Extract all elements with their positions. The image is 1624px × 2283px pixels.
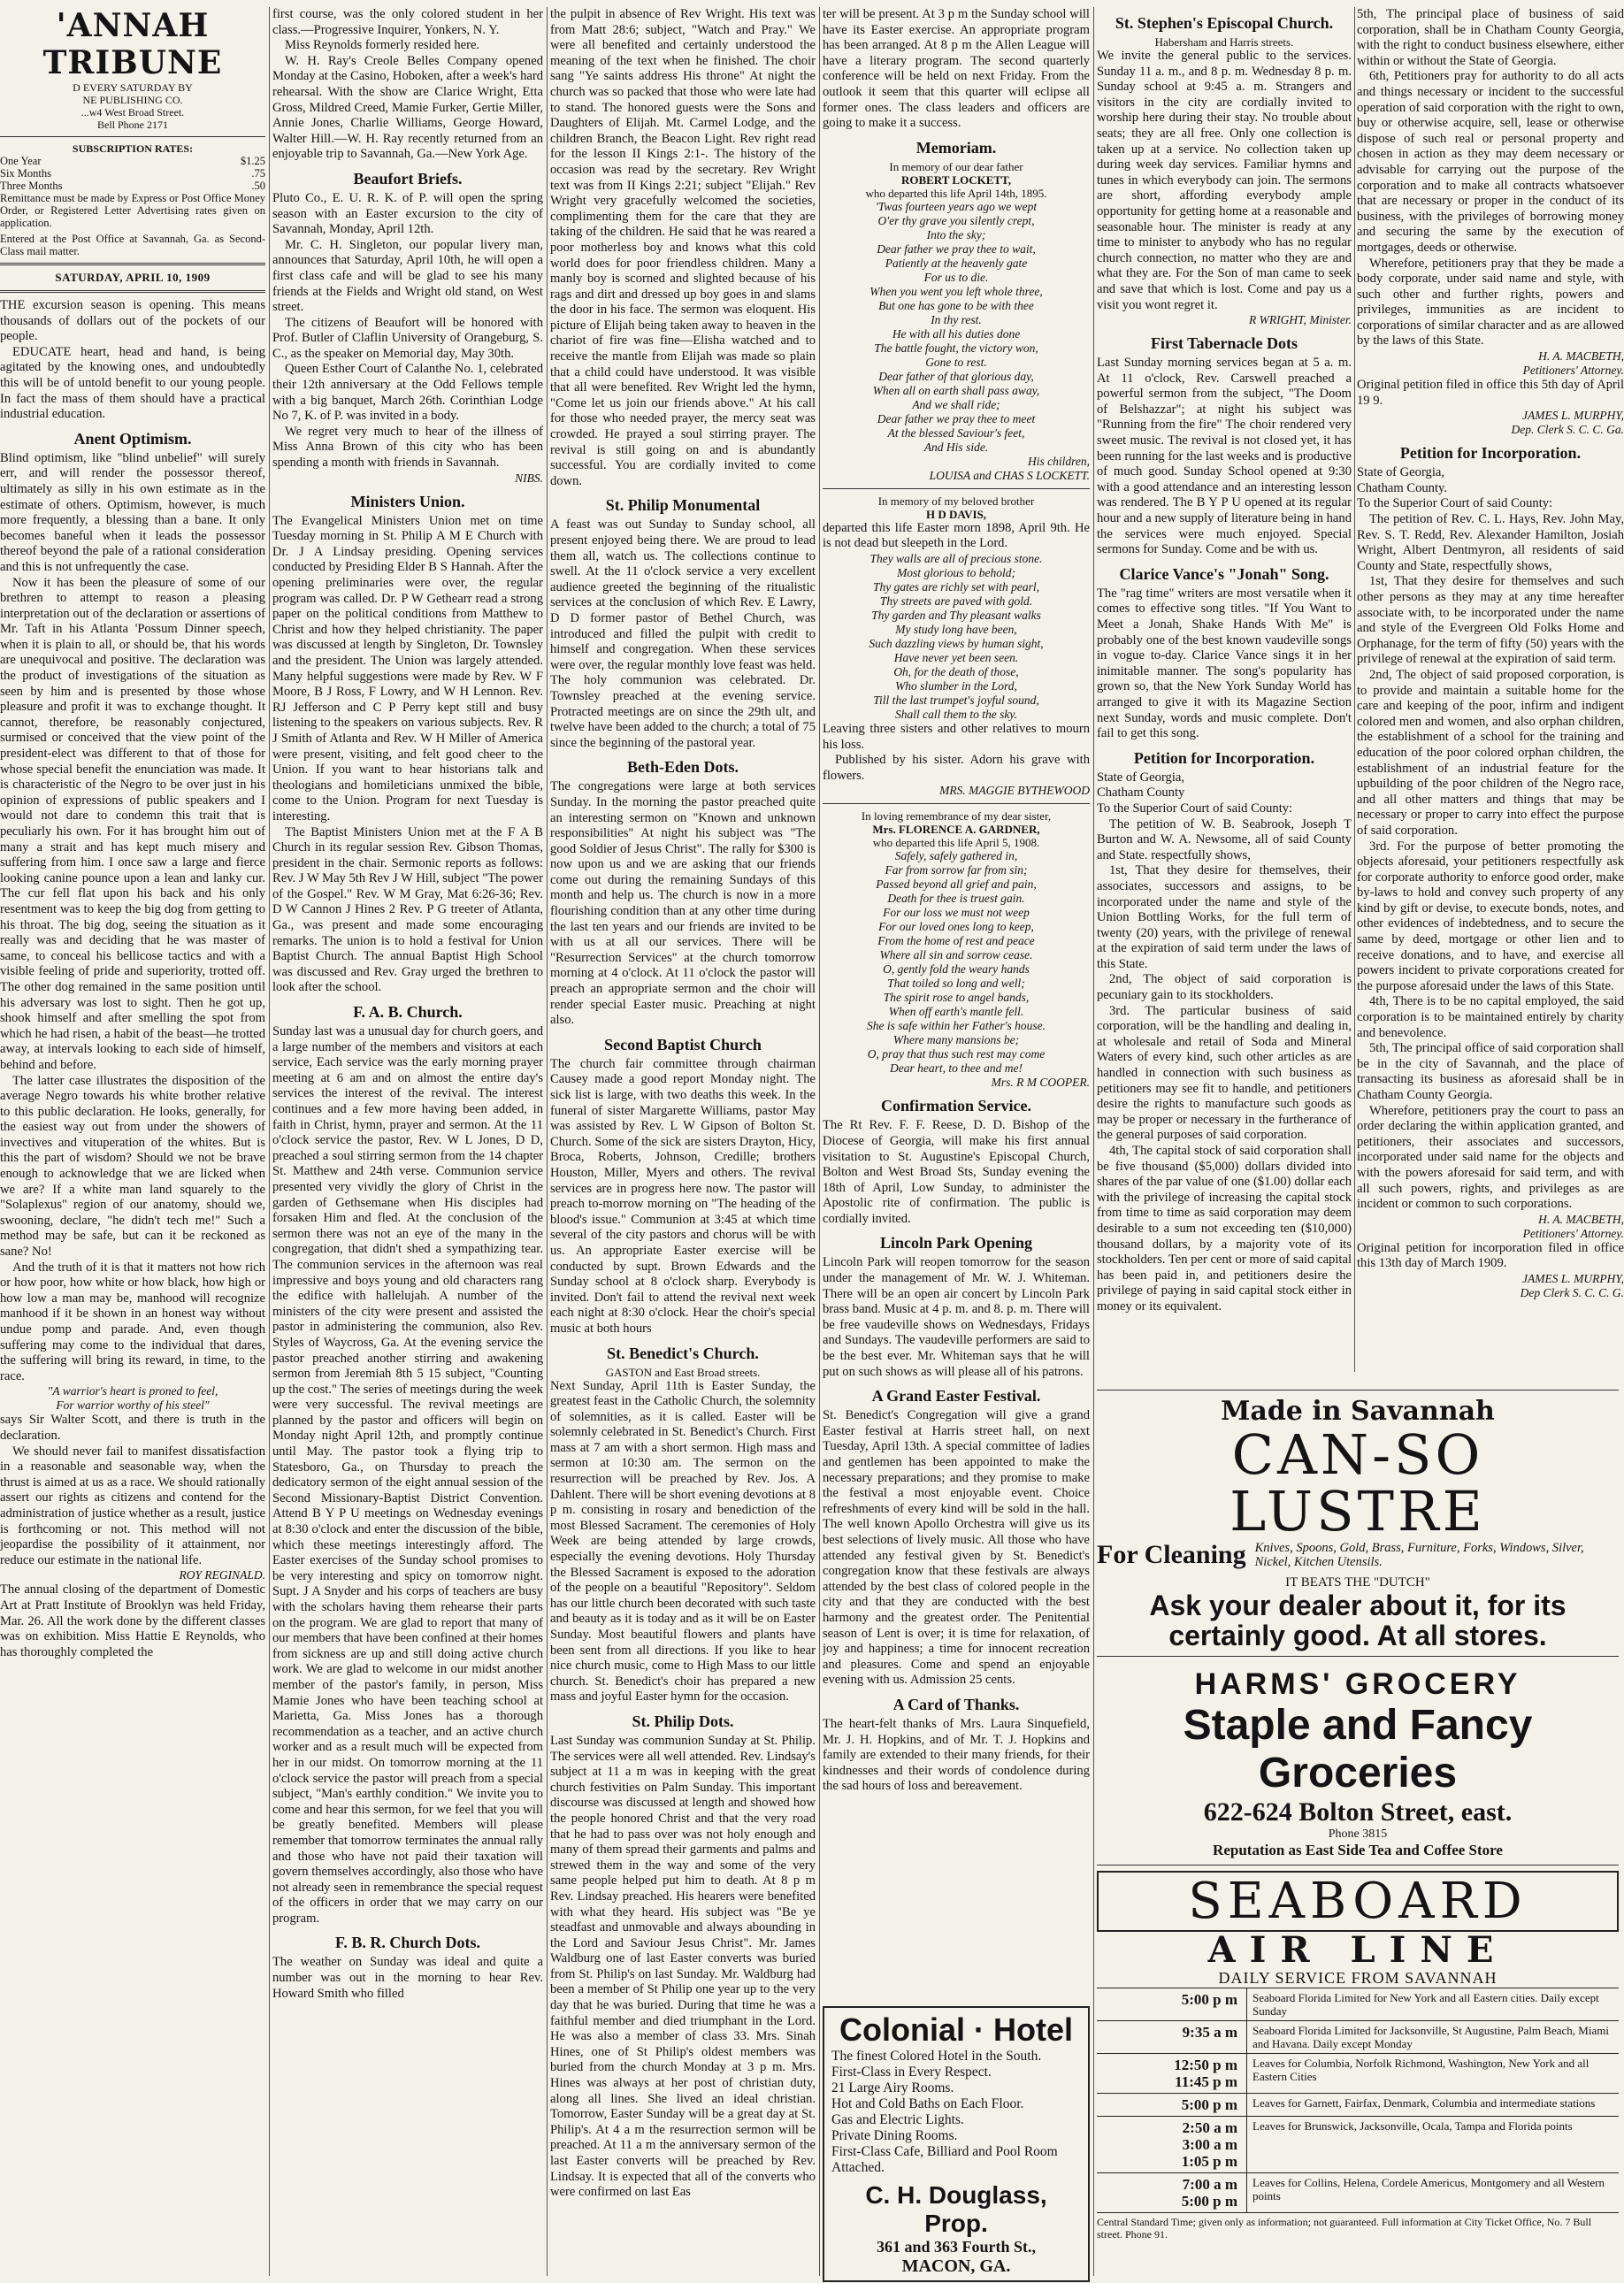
divider (1097, 1656, 1619, 1657)
ad-city: MACON, GA. (901, 2256, 1011, 2276)
divider (823, 803, 1090, 804)
ad-proprietor: C. H. Douglass, Prop. (865, 2181, 1047, 2237)
paragraph: THE excursion season is opening. This means thousands of dollars out of the pockets of our people. (0, 298, 265, 344)
ad-phone: Phone 3815 (1328, 1827, 1388, 1841)
paragraph: Published by his sister. Adorn his grave with flowers. (823, 753, 1090, 783)
paragraph: The petition of W. B. Seabrook, Joseph T Burton and W. A. Newsome, all of said County and State. respectfully shows, (1097, 816, 1352, 862)
masthead-line: NE PUBLISHING CO. (82, 94, 183, 106)
paragraph: Now it has been the pleasure of some of our brethren to attempt to reason a pleasing interpretation out of the declaration or assertions of Mr. Taft in his Atlanta 'Possum Dinner speech, when it is plain to all, or should be, that his words are unequivocal and positive. The declaration was the product of investigations of the situation as seen by him and is presented by those whose pleasure and profit it was to exchange thought. It cannot, therefore, be reasonably conjectured, surmised or conceived that the view point of the president-elect was different to that of those for whose special benefit the enunciation was made. It is characteristic of the Negro to be over just in his opinion of expressions of public speakers and I would not dare to condemn this trait that is peculiarly his own. For it has brought him out of many a strait and has kept much misery and suffering from him. I once saw a large and fierce looking canine pounce upon a lean and lanky cur. The cur fell flat upon his back and his only resentment was to keep the big dog from getting to his throat. The big dog, seeing the situation as it really was and deciding that he was master of same, to conceal his bellicose tactics and with a visible feeling of pride and superiority, trotted off. The other dog remained in the same position until his adversary was lost to sight. Then he got up, shook himself and after smelling the spot from which he had risen, a habit of the beast—he trotted away, at intervals looking to each side of himself, behind and before. (0, 575, 265, 1072)
article-subheading: GASTON and East Broad streets. (605, 1365, 761, 1379)
paragraph: And the truth of it is that it matters not how rich or how poor, how white or how black, how high or how low a man may be, manhood will recognize manhood if it be shown in an honest way without undue pomp and parade. And, even though suffering may come to the individual that dares, the suffering will bring its reward, in time, to the race. (0, 1260, 265, 1383)
schedule-time: 7:00 a m 5:00 p m (1097, 2173, 1247, 2213)
schedule-time: 5:00 p m (1097, 2094, 1247, 2117)
masthead-title: 'ANNAH TRIBUNE (42, 7, 223, 81)
rate-row (0, 155, 265, 167)
article-heading: St. Benedict's Church. (607, 1344, 759, 1362)
issue-date: SATURDAY, APRIL 10, 1909 (55, 271, 211, 284)
paragraph: 3rd. The particular business of said corporation, will be the handling and dealing in, at wholesale and retail of Soda and Mineral Waters of every kind, such other articles as are handled in connection with such business as petitioners may see fit to handle, and petitioners desire the rights to manufacture such goods as may be proper or necessary in the furtherance of the general purposes of said corporation. (1097, 1003, 1352, 1143)
paragraph: St. Benedict's Congregation will give a grand Easter festival at Harris street hall, on next Tuesday, April 13th. A special committee of ladies and gentlemen has been appointed to make the necessary preparations; and they promise to make the festival a most enjoyable event. Choice refreshments of every kind will be sold in the hall. The well known Apollo Orchestra will give us its best selections of lively music. All those who have attended any festival given by St. Benedict's congregation know that these festivals are always attended by the best class of colored people in the city and that they are conducted with the best harmony and the greatest order. The Penitential season of Lent is over; it is time for relaxation, of joy and happiness; a time for innocent recreation and pleasures. Come and spend an enjoyable evening with us. Admission 25 cents. (823, 1408, 1090, 1688)
schedule-desc: Leaves for Collins, Helena, Cordele Americus, Montgomery and all Western points (1247, 2173, 1619, 2213)
schedule-footnote: Central Standard Time; given only as information; not guaranteed. Full information at City Ticket Office, No. 7 Bull street. Phone 91. (1097, 2216, 1592, 2241)
paragraph: 3rd. For the purpose of better promoting the objects aforesaid, your petitioners respectfully ask for corporate authority to enforce good order, make by-laws to hold and convey such property of any kind by gift or devise, to execute bonds, notes, and other evidences of indebtedness, and to secure the same by deed, mortgage or other lien and to receive donations, and to have, and exercise all powers incident to private corporations created for the purpose aforesaid under the laws of this State. (1357, 839, 1624, 993)
paragraph: says Sir Walter Scott, and there is truth in the declaration. (0, 1413, 265, 1443)
byline: H. A. MACBETH, Petitioners' Attorney. (1522, 349, 1624, 378)
masthead-phone: Bell Phone 2171 (97, 119, 168, 131)
byline: H. A. MACBETH, Petitioners' Attorney. (1522, 1212, 1624, 1240)
ad-slogan: IT BEATS THE "DUTCH" (1285, 1575, 1430, 1590)
paragraph: first course, was the only colored student in her class.—Progressive Inquirer, Yonkers, N. Y. (272, 7, 543, 37)
ad-address: 361 and 363 Fourth St., (876, 2238, 1037, 2256)
ad-address: 622-624 Bolton Street, east. (1203, 1797, 1513, 1827)
ad-brand-sub: AIR LINE (1207, 1929, 1508, 1971)
paragraph: We invite the general public to the services. Sunday 11 a. m., and 8 p. m. Wednesday 8 p. m. Sunday school at 9:45 a. m. Strangers and visitors in the city are cordially invited to worship here during their stay. No trouble about seats; they are all free. Only one collection is taken up at a service. No collection taken up during week day services. Familiar hymns and tunes in which everybody can join. The sermons are short, affording everybody ample opportunity for getting home at a reasonable and seasonable hour. The minister is ready at any time to minister to anybody who has no regular church connection, no matter who they are and what they are. For the Son of man came to seek and save that which is lost. Come and pay us a visit you wont regret it. (1097, 49, 1352, 312)
schedule-time: 12:50 p m 11:45 p m (1097, 2054, 1247, 2094)
quote-line: For warrior worthy of his steel" (56, 1398, 210, 1413)
paragraph: The weather on Sunday was ideal and quite a number was out in the morning to hear Rev. Howard Smith who filled (272, 1955, 543, 2001)
ad-call-to-action: Ask your dealer about it, for its certainly good. At all stores. (1149, 1590, 1567, 1651)
column-6 (1357, 7, 1624, 1372)
divider (0, 263, 265, 265)
rates-table (0, 155, 265, 192)
article-heading: Second Baptist Church (604, 1035, 762, 1053)
paragraph: Wherefore, petitioners pray the court to pass an order declaring the within application granted, and petitioners, their associates and successors, incorporated under said name for the objects and with the powers aforesaid for said term, and with all such powers, rights, and privileges as are incident or common to such corporations. (1357, 1103, 1624, 1212)
article-heading: Ministers Union. (350, 492, 465, 510)
ad-brand: Colonial · Hotel (839, 2011, 1073, 2048)
article-heading: Confirmation Service. (881, 1097, 1031, 1115)
memoriam-dates: who departed this life April 5, 1908. (872, 836, 1040, 850)
paragraph: The Baptist Ministers Union met at the F A B Church in its regular session Rev. Gibson Thomas, president in the chair. Sermonic reports as follows: Rev. J W May 5th Rev J W Hill, subject "The power of the Gospel." Rev. W M Gray, Mat 6:26-36; Rev. D W Cannon J Hines 2 Rev. P G treeter of Atlanta, Ga., was present and made some encouraging remarks. The union is to hold a festival for Union Baptist Church. The annual Baptist High School was discussed and Rev. Gray urged the brethren to look after the school. (272, 824, 543, 995)
byline: ROY REGINALD. (179, 1568, 265, 1582)
train-schedule (1097, 1988, 1619, 2213)
memoriam-poem: They walls are all of precious stone. Most glorious to behold; Thy gates are richly set with pearl, Thy streets are paved with gold. Thy garden and Thy pleasant walks My study long have been, Such dazzling views by human sight, Have never yet been seen. Oh, for the death of those, Who slumber in the Lord, Till the last trumpet's joyful sound, Shall call them to the sky. (869, 551, 1044, 721)
harms-grocery-ad (1097, 1667, 1619, 1871)
memoriam-intro: In memory of our dear father (889, 159, 1023, 173)
paragraph: EDUCATE heart, head and hand, is being agitated by the knowing ones, and undoubtedly this will be of untold benefit to our young people. In fact the mass of them should have a practical industrial education. (0, 344, 265, 422)
memoriam-dates: who departed this life April 14th, 1895. (865, 186, 1047, 200)
article-subheading: Habersham and Harris streets. (1154, 35, 1294, 49)
paragraph: The heart-felt thanks of Mrs. Laura Sinquefield, Mr. J. H. Hopkins, and of Mr. T. J. Hopkins and family are extended to their many friends, for their kindnesses and their words of condolence during the sad hours of loss and bereavement. (823, 1716, 1090, 1794)
paragraph: The "rag time" writers are most versatile when it comes to effective song titles. "If You Want to Meet a Jonah, Shake Hands With Me" is probably one of the best known vaudeville songs in vogue to-day. Clarice Vance sings it in her inimitable manner. The song's popularity has grown so, that the New York Sunday World has arranged to give it with its Magazine Section next Sunday, words and music complete. Don't fail to get this song. (1097, 586, 1352, 741)
divider (0, 290, 265, 293)
rate-label: Three Months (0, 180, 63, 192)
paragraph: The Rt Rev. F. F. Reese, D. D. Bishop of the Diocese of Georgia, will make his first annual visitation to St. Augustine's Episcopal Church, Bolton and West Broad Sts, Sunday evening the 18th of April, Low Sunday, to administer the Apostolic rite of confirmation. The public is cordially invited. (823, 1118, 1090, 1226)
byline: His children, LOUISA and CHAS S LOCKETT. (929, 454, 1090, 482)
paragraph: 1st, That they desire for themselves and such other persons as they may at any time hereafter associate with, to be incorporated under the name and style of the Evergreen Old Folks Home and Orphanage, for the term of fifty (50) years with the privilege of renewal at the expiration of said term. (1357, 574, 1624, 667)
article-heading: Anent Optimism. (73, 429, 192, 448)
schedule-time: 5:00 p m (1097, 1988, 1247, 2021)
paragraph: We regret very much to hear of the illness of Miss Anna Brown of this city who has been spending a month with friends in Savannah. (272, 424, 543, 471)
article-heading: St. Philip Monumental (605, 496, 761, 515)
column-4 (823, 7, 1090, 2000)
rate-value: .50 (251, 180, 265, 192)
ad-line: The finest Colored Hotel in the South. (831, 2049, 1042, 2064)
schedule-desc: Seaboard Florida Limited for Jacksonville, St Augustine, Palm Beach, Miami and Havana. Daily except Monday (1247, 2021, 1619, 2054)
paragraph: To the Superior Court of said County: (1097, 801, 1293, 816)
paragraph: Queen Esther Court of Calanthe No. 1, celebrated their 12th anniversary at the Odd Fellows temple with a big banquet, March 26th. Corinthian Lodge No 7, K. of P. was invited in a body. (272, 362, 543, 424)
paragraph: We should never fail to manifest dissatisfaction in a reasonable and seasonable way, when the thrust is aimed at us as a race. We should rationally assert our rights as citizens and contend for the administration of justice whether as a result, justice is forthcoming or not. This method will not jeopardise the possibility of it attainment, nor reduce our estimate in the national life. (0, 1444, 265, 1567)
ad-brand: HARMS' GROCERY (1194, 1667, 1521, 1701)
paragraph: departed this life Easter morn 1898, April 9th. He is not dead but sleepeth in the Lord. (823, 520, 1090, 551)
canso-lustre-ad (1097, 1384, 1619, 1662)
paragraph: Original petition for incorporation filed in office this 13th day of March 1909. (1357, 1240, 1624, 1271)
schedule-desc: Leaves for Garnett, Fairfax, Denmark, Columbia and intermediate stations (1247, 2094, 1619, 2117)
article-heading: F. B. R. Church Dots. (334, 1934, 481, 1952)
schedule-desc: Leaves for Brunswick, Jacksonville, Ocala, Tampa and Florida points (1247, 2117, 1619, 2173)
paragraph: The petition of Rev. C. L. Hays, Rev. John May, Rev. S. T. Redd, Rev. Alexander Hamilton, Josiah Wright, Albert Dentmyron, all residents of said County and State, respectfully shows, (1357, 512, 1624, 573)
ad-line: First-Class in Every Respect. (831, 2065, 992, 2080)
paragraph: Sunday last was a unusual day for church goers, and a large number of the members and visitors at each service, Each service was the early morning prayer meeting at 6 am and on almost the entire day's services the interest of the revival. The interest continues and a few more having been added, in faith in Christ, hymn, prayer and sermon. At the 11 o'clock service the pastor, Rev. W L Jones, D D, preached a soul stirring sermon from the 14 chapter St. Matthew and 24th verse. Communion service presented very vividly the glory of Christ in the garden of Gethsemane when His disciples had forsaken Him and fled. At the conclusion of the sermon there was not an eye of the many in the congregation, that didn't shed a sympathizing tear. The communion services in the afternoon was real impressive and boys young and old characters rang the edifice with hallelujah. A number of the ministers of the city were present and assisted the pastor in administering the communion, also Rev. Styles of Waycross, Ga. At the evening service the pastor preached another stirring and awakening sermon from Jeremiah 8th 5 15 subject, "Counting up the cost." The series of meetings during the week were very successful. The revival meetings are planned by the pastor and officers will begin on Monday night April 12th, and promptly continue until May. The pastor took a flying trip to Statesboro, Ga., on Thursday to preach the dedicatory sermon of the eight annual session of the Second Missionary-Baptist District Convention. Attend B Y P U meetings on Wednesday evenings at 8:30 o'clock and enter the discussion of the bible, which these meetings interestingly afford. The Easter exercises of the Sunday school promises to be very interesting and spicy on tomorrow night. Supt. J A Snyder and his corps of teachers are busy with the scholars having them rehearse their parts on the program. We are glad to report that many of our members that have been confined at their homes from sickness are up and still doing active church work. We are glad to welcome in our midst another member of the pastor's family, in person, Miss Mamie Jones who have been teaching school at Marietta, Ga. Miss Jones has a thorough recommendation as a teacher, and an active church worker and as a result much will be expected from her in our midst. On tomorrow morning at the 11 o'clock service the pastor will preach from a special subject, "Man's earthly condition." We invite you to come and hear this sermon, for we feel that you will be greatly benefited. Members will please remember that tomorrow terminates the annual rally and those who have not paid their taxation will govern themselves accordingly, also those who have not already seen in remembrance the special request of the officers in order that we may carry on our program. (272, 1024, 543, 1926)
divider (823, 488, 1090, 489)
article-heading: First Tabernacle Dots (1151, 334, 1298, 353)
paragraph: The congregations were large at both services Sunday. In the morning the pastor preached quite an interesting sermon on "Known and unknown responsibilities" At night his subject was "The good Soldier of Jesus Christ". The rally for $300 is now upon us and we are asking that our friends come out during the remaining Sundays of this month and help us. The church is now in a more flourishing condition than at any other time during the last ten years and our friends are invited to be with us at all our services. There will be "Resurrection Services" at the church tomorrow morning at 4 o'clock. At 11 o'clock the pastor will preach an appropriate sermon and the choir will render special Easter music. Preaching at night also. (550, 779, 816, 1028)
memoriam-intro: In loving remembrance of my dear sister, (861, 809, 1052, 824)
paragraph: The annual closing of the department of Domestic Art at Pratt Institute of Brooklyn was held Friday, Mar. 26. All the work done by the different classes was on exhibition. Miss Hattie E Reynolds, who has thoroughly completed the (0, 1582, 265, 1659)
paragraph: Last Sunday morning services began at 5 a. m. At 11 o'clock, Rev. Carswell preached a powerful sermon from the subject, "The Doom of Belshazzar"; at night his subject was "Running from the fire" The choir rendered very sweet music. The revival is not closed yet, it has been running for the last weeks and is productive of much good. Sunday School opened at 9:30 with a good attendance and an interesting lesson was rendered. The B Y P U opened at its regular hour and a new supply of literature being in hand the services were much enjoyed. Special sermons for Sunday. Come and be with us. (1097, 356, 1352, 557)
ad-for-label: For Cleaning (1097, 1540, 1246, 1569)
ad-brand: SEABOARD (1097, 1871, 1619, 1932)
schedule-desc: Seaboard Florida Limited for New York and all Eastern cities. Daily except Sunday (1247, 1988, 1619, 2021)
ad-line: First-Class Cafe, Billiard and Pool Room Attached. (831, 2144, 1058, 2175)
paragraph: The citizens of Beaufort will be honored with Prof. Butler of Claflin University of Orangeburg, S. C., as the speaker on Memorial day, May 30th. (272, 315, 543, 361)
paragraph: The Evangelical Ministers Union met on time Tuesday morning in St. Philip A M E Church with Dr. J A Lindsay presiding. Opening services conducted by Presiding Elder B S Hannah. After the opening preliminaries were over, the regular program was called. Dr. P W Gethearr read a strong paper on the political conditions from Matthew to Christ and how they helped christianity. The paper was discussed at length by Singleton, Dr. Townsley and the president. The Union was largely attended. Many helpful suggestions were made by Rev. W F Moore, B J Ross, F Lowry, and W H Lennon. Rev. RJ Jefferson and C P Perry kept still and busy listening to the speakers on various subjects. Rev. R J Smith of Atlanta and Rev. W H Miller of America were present, visiting, and felt good cheer to the Union. If you want to hear historians talk and theologians and homileticians unmixed the bible, come to the Union. Program for next Tuesday is interesting. (272, 513, 543, 824)
rate-row (0, 167, 265, 180)
ad-line: 21 Large Airy Rooms. (831, 2080, 954, 2095)
colonial-hotel-ad (823, 2006, 1090, 2282)
byline: NIBS. (515, 471, 543, 485)
column-2 (272, 7, 543, 2276)
article-heading: Petition for Incorporation. (1399, 444, 1582, 463)
rate-value: .75 (251, 167, 265, 180)
ad-items: Knives, Spoons, Gold, Brass, Furniture, Forks, Windows, Silver, Nickel, Kitchen Utensils. (1254, 1541, 1584, 1569)
masthead-line: D EVERY SATURDAY BY (73, 81, 193, 94)
petition-venue: State of Georgia, Chatham County. (1357, 465, 1448, 495)
ad-slogan: Reputation as East Side Tea and Coffee Store (1213, 1842, 1503, 1858)
paragraph: Last Sunday was communion Sunday at St. Philip. The services were all well attended. Rev. Lindsay's subject at 11 a m was in keeping with the great church festivities on Palm Sunday. This important discourse was discussed at length and showed how the people honored Christ and that the very road that he had to pass over was not holy enough and many of them spread their garments and palms and strewed them in the way and some of the very same people helped put him to death. At 8 p m Rev. Lindsay preached. His hearers were benefited with what they heard. His subject was "Be ye steadfast and unmovable and always abounding in the Lord and Saviour Jesus Christ". Mr. James Waldburg one of last Easter converts was buried from St. Philip's on last Sunday. Mr. Waldburg had been a member of St Philip one year up to the very day that he was buried. During that time he was a faithful member and died triumphant in the Lord. He was also a member of class 33. Mrs. Sinah Hines, one of St Philip's oldest members was buried from the church Monday at 3 p m. Mrs. Hines was always at her post of christian duty, along all lines. She lived an ideal christian. Tomorrow, Easter Sunday will be a great day at St. Philip's. At 4 a m the resurrection sermon will be preached. At 11 a m the anniversary sermon of the last Easter converts will be preached by Rev. Lindsay. It is expected that all of the converts who were confirmed on last Eas (550, 1733, 816, 2200)
paragraph: Pluto Co., E. U. R. K. of P. will open the spring season with an Easter excursion to the city of Savannah, Monday, April 12th. (272, 190, 543, 237)
column-rule (819, 7, 820, 2276)
paragraph: 2nd, The object of said proposed corporation, is to provide and maintain a suitable home for the care and keeping of the poor, infirm and indigent colored men and women, and also orphan children, the establishment of a school for the training and education of the poor colored orphan children, the establishment of an industrial feature for the upbuilding of the poor children of the Negro race, and all other matters and things that may be necessary or proper to carry into effect the purpose of said corporation. (1357, 667, 1624, 838)
paragraph: 1st, That they desire for themselves, their associates, successors and assigns, to be incorporated under the name and style of the Union Bottling Works, for the full term of twenty (20) years, with the privilege of renewal at the expiration of said term under the laws of this State. (1097, 863, 1352, 971)
memoriam-poem: Safely, safely gathered in, Far from sorrow far from sin; Passed beyond all grief and pain, Death for thee is truest gain. For our loss we must not weep For our loved ones long to keep, From the home of rest and peace Where all sin and sorrow cease. O, gently fold the weary hands That toiled so long and well; The spirit rose to angel bands, When off earth's mantle fell. She is safe within her Father's house. Where many mansions be; O, pray that thus such rest may come Dear heart, to thee and me! (867, 849, 1046, 1076)
memoriam-intro: In memory of my beloved brother (877, 494, 1035, 508)
paragraph: To the Superior Court of said County: (1357, 496, 1553, 511)
column-3 (550, 7, 816, 2276)
ad-headline: Staple and Fancy Groceries (1183, 1702, 1533, 1797)
column-rule (269, 7, 270, 2276)
ad-uses (1097, 1540, 1619, 1570)
rate-value: $1.25 (240, 155, 265, 167)
column-rule (547, 7, 548, 2276)
masthead-line: ...w4 West Broad Street. (80, 106, 185, 119)
memoriam-name: Mrs. FLORENCE A. GARDNER, (872, 823, 1040, 837)
paragraph: Lincoln Park will reopen tomorrow for the season under the management of Mr. W. J. Whiteman. There will be an open air concert by Lincoln Park brass band. Music at 4 p. m. and 8. p. m. There will be free vaudeville shows on Wednesdays, Fridays and Sundays. The vaudeville performers are said to be the best ever. Mr. Whiteman says that he will put on such shows as will please all of his patrons. (823, 1255, 1090, 1379)
paragraph: Next Sunday, April 11th is Easter Sunday, the greatest feast in the Catholic Church, the solemnity of solemnities, as it is called. Easter will be solemnly celebrated in St. Benedict's Church. First mass at 7 am with a short sermon. High mass and sermon at 10:30 am. The sermon on the resurrection will be preached by Rev. Jos. A Dahlent. There will be short evening devotions at 8 p m. consisting in rosary and benediction of the most Blessed Sacrament. The ceremonies of Holy Week are being attended by large crowds, especially the evening devotions. Holy Thursday the Blessed Sacrament is exposed to the adoration of the people on a beautiful "Repository". Seldom has our little church been decorated with such taste and beauty as it is today and as it will be on Easter Sunday. Most beautiful flowers and plants have been sent from all directions. If you like to hear nice church music, come to High Mass to our little church. St. Benedict's choir has prepared a new mass and joyful Easter hymn for the occasion. (550, 1378, 816, 1705)
paragraph: Wherefore, petitioners pray that they be made a body corporate, under said name and style, with such other and further rights, powers and privileges, immunities as are incident to corporations of similar character and as are allowed by the laws of this State. (1357, 256, 1624, 349)
ad-line: Gas and Electric Lights. (831, 2112, 964, 2127)
quote-line: "A warrior's heart is proned to feel, (47, 1384, 218, 1398)
byline: JAMES L. MURPHY, Dep. Clerk S. C. C. Ga. (1511, 409, 1624, 437)
paragraph: 2nd, The object of said corporation is pecuniary gain to its stockholders. (1097, 972, 1352, 1003)
column-rule (1354, 7, 1355, 1372)
article-heading: F. A. B. Church. (353, 1003, 463, 1022)
byline: Mrs. R M COOPER. (991, 1076, 1090, 1090)
rate-label: Six Months (0, 167, 52, 180)
rate-label: One Year (0, 155, 42, 167)
article-heading: Petition for Incorporation. (1133, 748, 1315, 767)
paragraph: Miss Reynolds formerly resided here. (285, 38, 480, 53)
schedule-desc: Leaves for Columbia, Norfolk Richmond, Washington, New York and all Eastern Cities (1247, 2054, 1619, 2094)
column-5 (1097, 7, 1352, 1372)
article-heading: A Card of Thanks. (892, 1695, 1020, 1713)
paragraph: Blind optimism, like "blind unbelief" will surely err, and will render the possessor thereof, ultimately as silly in his own estimate as in the estimate of others. Optimism, however, is much more frequently, a blessing than a bane. It only becomes baneful when it leads the possessor thereof beyond the pale of a rational consideration and this is not unfrequently the case. (0, 450, 265, 574)
rates-title: SUBSCRIPTION RATES: (72, 142, 194, 155)
paragraph: Leaving three sisters and other relatives to mourn his loss. (823, 721, 1090, 752)
schedule-time: 2:50 a m 3:00 a m 1:05 p m (1097, 2117, 1247, 2173)
paragraph: 4th, There is to be no capital employed, the said corporation is to be maintained entirely by charity and benevolence. (1357, 994, 1624, 1040)
column-rule (1093, 7, 1094, 2276)
ad-line: Private Dining Rooms. (831, 2128, 958, 2143)
memoriam-name: ROBERT LOCKETT, (900, 172, 1012, 187)
paragraph: Original petition filed in office this 5th day of April 19 9. (1357, 378, 1624, 408)
remittance-note: Remittance must be made by Express or Post Office Money Order, or Registered Letter Advertising rates given on application. (0, 192, 265, 229)
article-heading: St. Philip Dots. (632, 1712, 734, 1730)
petition-venue: State of Georgia, Chatham County (1097, 770, 1185, 801)
paragraph: 4th, The capital stock of said corporation shall be five thousand ($5,000) dollars divided into shares of the par value of one ($1.00) dollar each with the privilege of increasing the capital stock from time to time as said corporation may deem desirable to a sum not exceeding ten ($10,000) thousand dollars, by a majority vote of its stockholders. Ten per cent or more of said capital has been paid in, and petitioners desire the privilege of paying in said capital stock either in money or its equivalent. (1097, 1144, 1352, 1314)
paragraph: ter will be present. At 3 p m the Sunday school will have its Easter exercise. An appropriate program has been arranged. At 8 p m the Allen League will have a literary program. The second quarterly conference will be held on next Friday. From the outlook it seem that this quarter will eclipse all former ones. The class leaders and officers are going to make it a success. (823, 7, 1090, 131)
entered-note: Entered at the Post Office at Savannah, Ga. as Second-Class mail matter. (0, 233, 265, 257)
schedule-time: 9:35 a m (1097, 2021, 1247, 2054)
paragraph: the pulpit in absence of Rev Wright. His text was from Matt 28:6; subject, "Watch and Pray." We were all benefited and certainly understood the meaning of the text when he finished. The choir sang "Ye saints address His throne" At night the church was so packed that those who were late had to stand. The honored guests were the Sons and Daughters of Elijah. Mt. Carmel Lodge, and the children Branch, the Beacon Light. Rev right read for the lesson II Kings 2:1-. The history of the occasion was read by the secretary. Rev Wright text was from II Kings 2:21; subject "Elijah." Rev Wright very gracefully welcomed the societies, complimenting them for the care that they are taking of the children. He said that he was reared a poor motherless boy and knows what this cold world does for poor friendless children. Many a manly boy is scorned and slighted because of his rags and dirt and dressed up boy goes in and slams the door in his face. The sermon was eloquent. His picture of Elijah being taken away to heaven in the chariot of fire was fine—Elisha watched and to receive the mantle from Elijah was made so plain that a child could have understood. It was visible that all were benefited. Rev Wright led the hymn, "Come let us join our friends above." At his call for those who needed prayer, the mercy seat was crowded. He prayed a soul stirring prayer. The revival is still going on and is abundantly successful. You are cordially invited to come down. (550, 7, 816, 488)
ad-subtitle: DAILY SERVICE FROM SAVANNAH (1218, 1969, 1498, 1987)
ad-tagline: Made in Savannah (1221, 1396, 1495, 1427)
paragraph: Mr. C. H. Singleton, our popular livery man, announces that Saturday, April 10th, he will open a first class cafe and will be glad to see his many friends at the Fields and Wright old stand, on West street. (272, 237, 543, 315)
paragraph: The church fair committee through chairman Causey made a good report Monday night. The sick list is large, with two deaths this week. In the funeral of sister Margarette Williams, pastor May was assisted by Rev. L W Gipson of Bolton St. Church. Some of the sick are sisters Drayton, Hicy, Broca, Roberts, Johnson, Credille; brothers Houston, Miller, Myers and others. The revival services are in progress here now. The pastor will preach to-morrow morning on "The heading of the blood's issue." Communion at 3:45 at which time several of the city pastors and chorus will be with us. An appropriate Easter exercise will be conducted by supt. Brown Edwards and the Sunday school at 8 o'clock sharp. Everybody is invited. Don't fail to attend the revival next week each night at 8:30 o'clock. Hear the choir's special music at both hours (550, 1056, 816, 1336)
byline: R WRIGHT, Minister. (1249, 313, 1352, 327)
memoriam-name: H D DAVIS, (925, 507, 987, 521)
article-heading: Beth-Eden Dots. (626, 758, 739, 777)
ad-line: Hot and Cold Baths on Each Floor. (831, 2096, 1024, 2111)
article-heading: Clarice Vance's "Jonah" Song. (1119, 564, 1329, 583)
byline: JAMES L. MURPHY, Dep Clerk S. C. C. G. (1520, 1271, 1624, 1299)
article-heading: Lincoln Park Opening (879, 1234, 1033, 1253)
divider (0, 136, 265, 137)
paragraph: W. H. Ray's Creole Belles Company opened Monday at the Casino, Hoboken, after a week's hard rehearsal. With the show are Clarice Wright, Etta Gross, Mildred Creed, Mamie Furker, Gertie Miller, Annie Jones, Charlie Williams, George Howard, Walter Hill.—W. H. Ray recently returned from an enjoyable trip to Savannah, Ga.—New York Age. (272, 53, 543, 162)
seaboard-air-line-ad (1097, 1871, 1619, 2241)
article-heading: Beaufort Briefs. (353, 169, 463, 188)
column-1 (0, 7, 265, 2276)
paragraph: 5th, The principal place of business of said corporation, shall be in Chatham County Georgia, with the right to conduct business elsewhere, either within or without the State of Georgia. (1357, 7, 1624, 68)
article-heading: St. Stephen's Episcopal Church. (1115, 14, 1334, 32)
article-heading: A Grand Easter Festival. (871, 1387, 1041, 1406)
paragraph: 6th, Petitioners pray for authority to do all acts and things necessary or incident to the successful operation of said corporation with the right to own, buy or otherwise acquire, sell, lease or otherwise dispose of such real or personal property and chosen in action as they may deem necessary or advisable for carrying out the purpose of the corporation and to make all contracts whatsoever that are necessary or proper in the conduct of its business, with the privileges of borrowing money and securing the same by the execution of mortgages, deeds or otherwise. (1357, 69, 1624, 255)
rate-row (0, 180, 265, 192)
paragraph: A feast was out Sunday to Sunday school, all present enjoyed being there. We are proud to lead them all, watch us. The collections continue to swell. At the 11 o'clock service a very excellent audience greeted the beginning of the ritualistic services at the conclusion of which Rev. E Lawry, D D former pastor of Bethel Church, was introduced and filled the pulpit with credit to himself and congregation. When these services were over, the regular monthly love feast was held. The holy communion was celebrated. Dr. Townsley preached at the evening service. Protracted meetings are on since the 29th ult, and twelve have been added to the church; a total of 75 since the beginning of the pastoral year. (550, 517, 816, 750)
ad-brand: CAN-SO LUSTRE (1229, 1422, 1486, 1544)
paragraph: 5th, The principal office of said corporation shall be in the city of Savannah, and the place of transacting its business as aforesaid shall be in Chatham County Georgia. (1357, 1041, 1624, 1102)
memoriam-poem: 'Twas fourteen years ago we wept O'er thy grave you silently crept, Into the sky; Dear father we pray thee to wait, Patiently at the heavenly gate For us to die. When you went you left whole three, But one has gone to be with thee In thy rest. He with all his duties done The battle fought, the victory won, Gone to rest. Dear father of that glorious day, When all on earth shall pass away, And we shall ride; Dear father we pray thee to meet At the blessed Saviour's feet, And His side. (869, 199, 1043, 454)
byline: MRS. MAGGIE BYTHEWOOD (939, 784, 1090, 798)
article-heading: Memoriam. (915, 138, 997, 157)
paragraph: The latter case illustrates the disposition of the average Negro towards his white brother relative to this public declaration. He looks, generally, for the easiest way out from under the showers of invectives and vituperation of the whites. But is this the part of wisdom? Should we not be brave enough to acknowledge that we are licked when we are? If a white man land squarely to the "Solaplexus" region of our anatomy, should we, swooning, declare, "he didn't tech me!" Such a method may be safe, but can it be reckoned as sane? No! (0, 1073, 265, 1260)
